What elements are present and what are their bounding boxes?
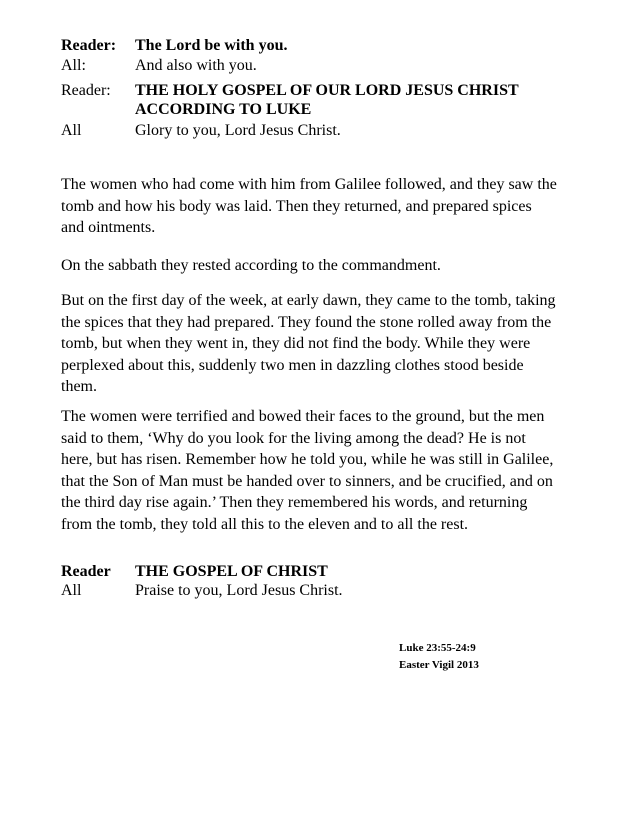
speaker-label: Reader: — [61, 82, 111, 99]
reading-line: The women who had come with him from Galilee followed, and they saw the — [61, 176, 557, 193]
reading-line: tomb and how his body was laid. Then they returned, and prepared spices — [61, 197, 532, 215]
reading-line: them. — [61, 378, 97, 395]
reading-line: said to them, ‘Why do you look for the living among the dead? He is not — [61, 429, 526, 447]
reading-paragraph-3 — [61, 290, 591, 398]
speaker-label: All: — [61, 57, 86, 74]
reading-line: tomb, but when they went in, they did not find the body. While they were — [61, 335, 531, 352]
reading-line: On the sabbath they rested according to the commandment. — [61, 257, 441, 274]
speaker-label: All — [61, 582, 82, 599]
speaker-label: Reader — [61, 563, 111, 580]
response-text: Praise to you, Lord Jesus Christ. — [135, 582, 343, 599]
reading-paragraph-4 — [61, 406, 591, 535]
citation: Luke 23:55-24:9 — [399, 642, 476, 654]
response-text: THE GOSPEL OF CHRIST — [135, 563, 328, 580]
scripture-reference — [399, 640, 479, 674]
reading-line: But on the first day of the week, at early dawn, they came to the tomb, taking — [61, 292, 556, 309]
reading-line: the third day rise again.’ Then they remembered his words, and returning — [61, 494, 528, 511]
response-text: Glory to you, Lord Jesus Christ. — [135, 122, 341, 139]
reading-paragraph-2 — [61, 255, 591, 277]
reading-line: here, but has risen. Remember how he told you, while he was still in Galilee, — [61, 451, 554, 468]
reading-paragraph-1 — [61, 174, 591, 239]
speaker-label: All — [61, 122, 82, 139]
reading-line: that the Son of Man must be handed over to sinners, and be crucified, and on — [61, 472, 553, 490]
response-text: The Lord be with you. — [135, 37, 288, 54]
reading-line: The women were terrified and bowed their faces to the ground, but the men — [61, 408, 545, 425]
occasion: Easter Vigil 2013 — [399, 659, 479, 671]
reading-line: the spices that they had prepared. They found the stone rolled away from the — [61, 313, 552, 331]
reading-line: from the tomb, they told all this to the eleven and to all the rest. — [61, 515, 469, 533]
reading-line: and ointments. — [61, 219, 156, 236]
announcement-line-1: THE HOLY GOSPEL OF OUR LORD JESUS CHRIST — [135, 82, 519, 99]
response-text: And also with you. — [135, 57, 257, 74]
speaker-label: Reader: — [61, 37, 117, 54]
reading-line: perplexed about this, suddenly two men in dazzling clothes stood beside — [61, 356, 524, 374]
announcement-line-2: ACCORDING TO LUKE — [135, 101, 312, 118]
